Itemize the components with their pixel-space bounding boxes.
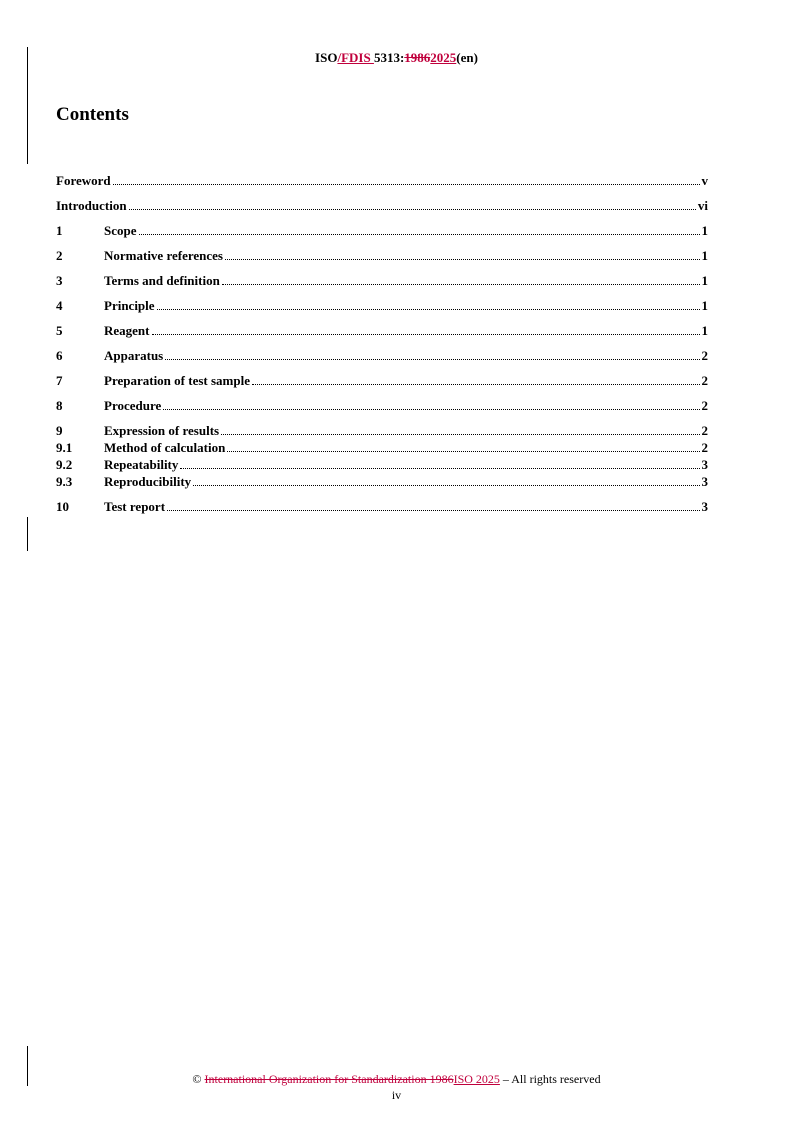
toc-page[interactable]: 1 (701, 248, 708, 263)
toc-label[interactable]: Expression of results (104, 423, 220, 438)
toc-number: 9 (56, 423, 63, 438)
toc-label[interactable]: Normative references (104, 248, 223, 263)
toc-leader (163, 398, 699, 410)
toc-leader (193, 474, 699, 486)
toc-number: 2 (56, 248, 63, 263)
header-number: 5313: (373, 50, 405, 65)
change-bar-middle (27, 517, 28, 551)
page-number: iv (391, 1088, 402, 1102)
toc-label[interactable]: Foreword (56, 173, 111, 188)
toc-leader (180, 457, 699, 469)
header-lang: (en) (456, 50, 478, 65)
copyright-deleted-text: International Organization for Standardization 1986 (204, 1072, 454, 1086)
toc-leader (221, 423, 699, 435)
toc-number: 10 (56, 499, 69, 514)
toc-page[interactable]: 2 (701, 373, 708, 388)
toc-row-procedure[interactable] (56, 397, 708, 422)
header-year-inserted: 2025 (430, 50, 457, 65)
toc-label[interactable]: Apparatus (104, 348, 164, 363)
toc-leader (252, 373, 700, 385)
toc-label[interactable]: Test report (104, 499, 166, 514)
toc-row-method-of-calculation[interactable] (56, 439, 708, 456)
toc-leader (152, 323, 700, 335)
toc-leader (113, 173, 700, 185)
copyright-inserted-text: ISO 2025 (453, 1072, 500, 1086)
toc-label[interactable]: Repeatability (104, 457, 179, 472)
toc-leader (157, 298, 700, 310)
toc-number: 4 (56, 298, 63, 313)
toc-label[interactable]: Reagent (104, 323, 150, 338)
toc-leader (167, 499, 699, 511)
toc-row-introduction[interactable] (56, 197, 708, 222)
toc-row-repeatability[interactable] (56, 456, 708, 473)
toc-label[interactable]: Introduction (56, 198, 127, 213)
header-fdis-inserted: /FDIS (337, 50, 374, 65)
toc-page[interactable]: 2 (701, 348, 708, 363)
document-header (0, 50, 793, 66)
toc-number: 8 (56, 398, 63, 413)
toc-page[interactable]: 1 (701, 298, 708, 313)
toc-page[interactable]: 1 (701, 273, 708, 288)
toc-row-test-report[interactable] (56, 498, 708, 523)
toc-row-foreword[interactable] (56, 172, 708, 197)
toc-number: 9.1 (56, 440, 73, 455)
toc-number: 9.3 (56, 474, 73, 489)
toc-label[interactable]: Procedure (104, 398, 162, 413)
toc-row-reagent[interactable] (56, 322, 708, 347)
toc-row-scope[interactable] (56, 222, 708, 247)
toc-page[interactable]: 2 (701, 423, 708, 438)
copyright-rights: – All rights reserved (499, 1072, 601, 1086)
toc-page[interactable]: v (701, 173, 708, 188)
table-of-contents (56, 172, 708, 523)
toc-page[interactable]: 2 (701, 440, 708, 455)
toc-number: 7 (56, 373, 63, 388)
toc-label[interactable]: Preparation of test sample (104, 373, 250, 388)
toc-page[interactable]: 2 (701, 398, 708, 413)
toc-page[interactable]: 1 (701, 223, 708, 238)
copyright-line (0, 1071, 793, 1087)
toc-leader (139, 223, 700, 235)
toc-leader (227, 440, 699, 452)
toc-label[interactable]: Terms and definition (104, 273, 220, 288)
toc-number: 9.2 (56, 457, 73, 472)
toc-row-preparation-of-test-sample[interactable] (56, 372, 708, 397)
toc-page[interactable]: vi (697, 198, 708, 213)
toc-number: 6 (56, 348, 63, 363)
toc-number: 5 (56, 323, 63, 338)
toc-page[interactable]: 3 (701, 457, 708, 472)
toc-row-expression-of-results[interactable] (56, 422, 708, 439)
toc-leader (165, 348, 699, 360)
toc-label[interactable]: Method of calculation (104, 440, 226, 455)
copyright-symbol: © (192, 1072, 202, 1086)
header-year-deleted: 1986 (404, 50, 431, 65)
toc-number: 3 (56, 273, 63, 288)
toc-leader (222, 273, 700, 285)
toc-page[interactable]: 1 (701, 323, 708, 338)
page-footer (0, 1071, 793, 1103)
toc-label[interactable]: Reproducibility (104, 474, 192, 489)
toc-row-normative-references[interactable] (56, 247, 708, 272)
toc-label[interactable]: Scope (104, 223, 137, 238)
toc-leader (129, 198, 696, 210)
toc-row-apparatus[interactable] (56, 347, 708, 372)
toc-row-terms-and-definition[interactable] (56, 272, 708, 297)
toc-page[interactable]: 3 (701, 474, 708, 489)
page-title: Contents (56, 104, 129, 125)
header-iso: ISO (315, 50, 338, 65)
toc-label[interactable]: Principle (104, 298, 155, 313)
toc-number: 1 (56, 223, 63, 238)
toc-leader (225, 248, 700, 260)
toc-page[interactable]: 3 (701, 499, 708, 514)
toc-row-reproducibility[interactable] (56, 473, 708, 498)
toc-row-principle[interactable] (56, 297, 708, 322)
